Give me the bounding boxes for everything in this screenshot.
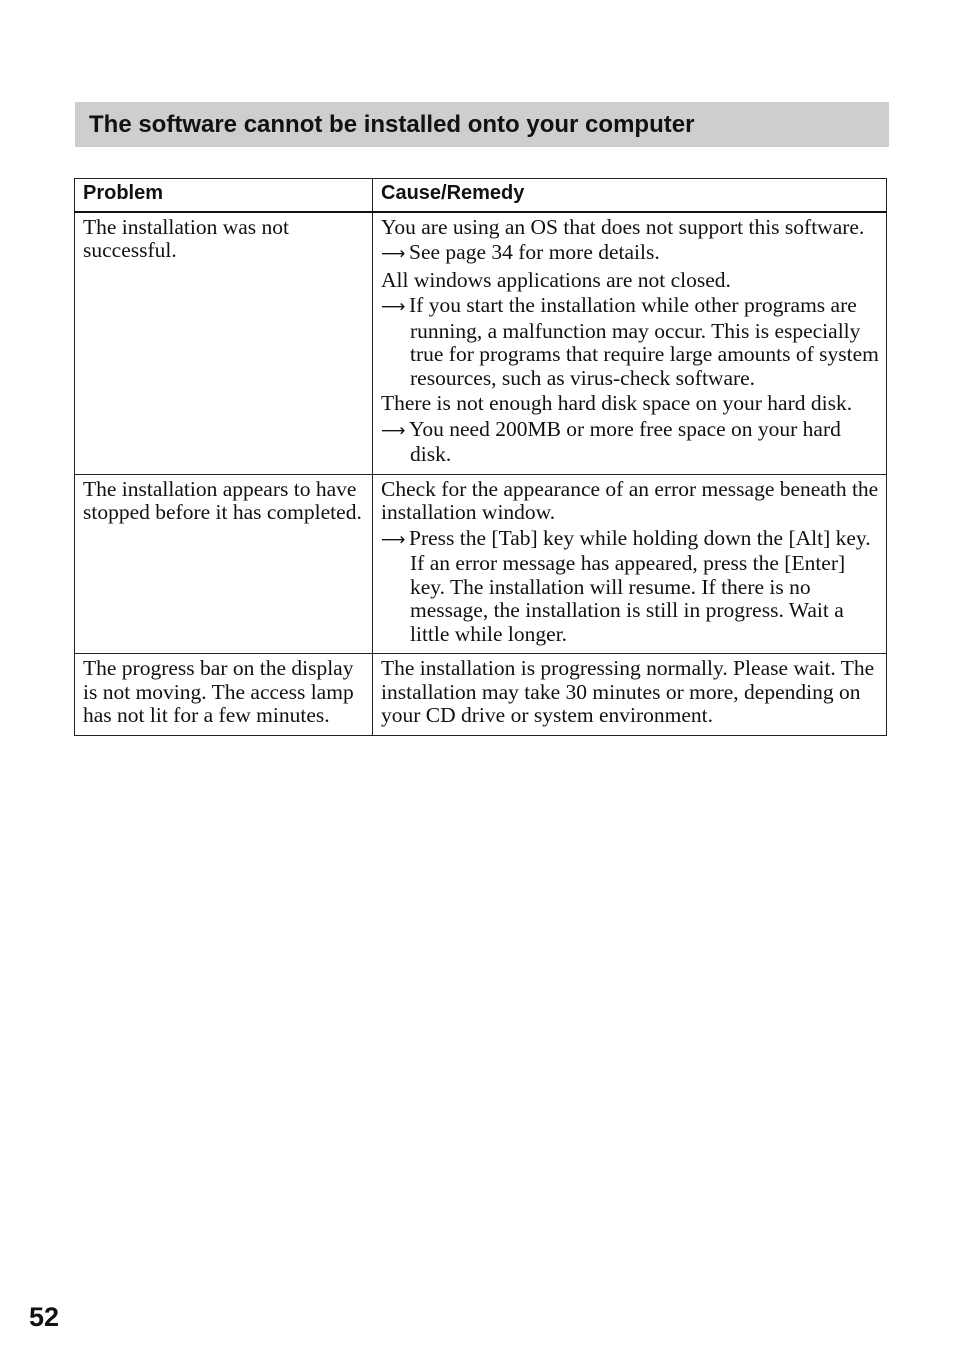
cause-text: There is not enough hard disk space on your hard disk. (381, 391, 853, 415)
remedy-step (381, 418, 879, 467)
table-row (75, 474, 887, 654)
table-header-row (75, 179, 887, 212)
problem-cell: The installation appears to have stopped before it has completed. (75, 474, 373, 654)
cause-text: All windows applications are not closed. (381, 267, 731, 292)
remedy-step-text: If you start the installation while other programs are running, a malfunction may occur. This is especially true for programs that require large amounts of system resources, such as virus-check software. (409, 293, 879, 390)
arrow-right-icon: ⟶ (381, 420, 406, 441)
header-cause-remedy: Cause/Remedy (373, 179, 887, 212)
problem-cell: The progress bar on the display is not moving. The access lamp has not lit for a few minutes. (75, 654, 373, 736)
arrow-right-icon: ⟶ (381, 529, 406, 550)
cause-text: Check for the appearance of an error message beneath the installation window. (381, 476, 879, 524)
remedy-step-text: Press the [Tab] key while holding down the [Alt] key. If an error message has appeared, press the [Enter] key. The installation will resume. If there is no message, the installation is still in progress. Wait a little while longer. (409, 525, 871, 646)
remedy-step (381, 294, 879, 390)
arrow-right-icon: ⟶ (381, 297, 406, 317)
remedy-cell (373, 654, 887, 736)
remedy-step-text: You need 200MB or more free space on your hard disk. (409, 416, 841, 466)
problem-cell: The installation was not successful. (75, 212, 373, 475)
cause-text: You are using an OS that does not support this software. (381, 214, 865, 239)
cause-text: The installation is progressing normally. Please wait. The installation may take 30 minutes or more, depending on your CD drive or system environment. (381, 656, 875, 727)
remedy-step-text: See page 34 for more details. (409, 240, 660, 264)
table-row (75, 654, 887, 736)
remedy-cell (373, 474, 887, 654)
table-row (75, 212, 887, 475)
remedy-step (381, 527, 879, 647)
remedy-cell (373, 212, 887, 475)
troubleshooting-table (74, 178, 887, 736)
remedy-step (381, 241, 879, 267)
section-header (75, 102, 889, 147)
arrow-right-icon: ⟶ (381, 244, 406, 264)
header-problem: Problem (75, 179, 373, 212)
section-title: The software cannot be installed onto your computer (89, 110, 695, 138)
page-number: 52 (29, 1302, 60, 1332)
